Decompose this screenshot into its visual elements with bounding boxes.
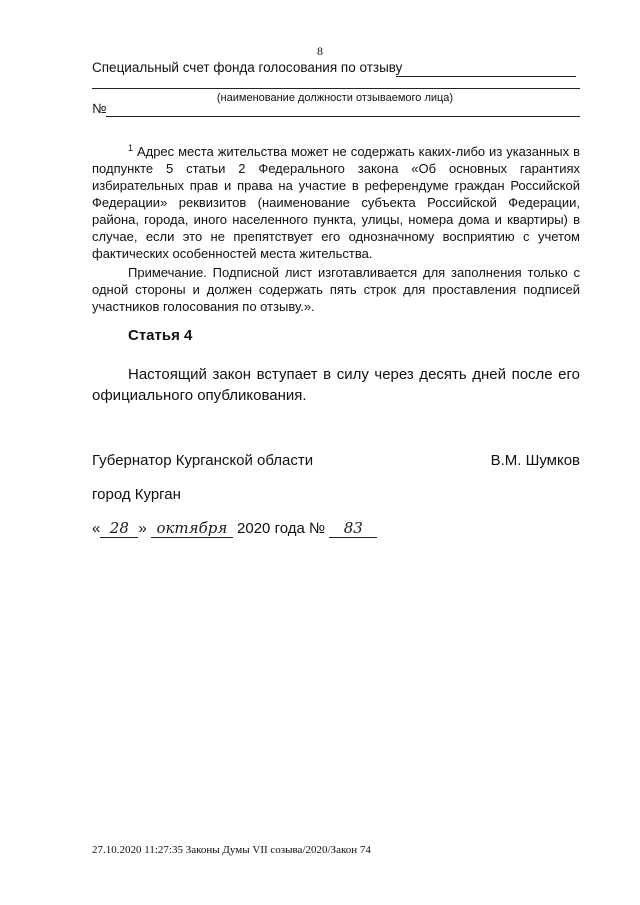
fund-fill-line — [396, 76, 576, 77]
position-caption: (наименование должности отзываемого лица) — [216, 92, 454, 104]
law-number-handwritten: 83 — [329, 520, 377, 538]
signing-city: город Курган — [92, 486, 181, 503]
signer-name: В.М. Шумков — [490, 452, 580, 469]
position-fill-line — [92, 88, 580, 89]
date-year-text: 2020 года № — [237, 520, 326, 537]
note-paragraph: Примечание. Подписной лист изготавливается для заполнения только с одной стороны и должен содержать пять строк для проставления подписей участников голосования по отзыву.». — [92, 265, 580, 314]
signer-position: Губернатор Курганской области — [92, 452, 314, 469]
date-close-quote: » — [138, 520, 147, 537]
number-fill-line — [106, 116, 580, 117]
footnote-text: Адрес места жительства может не содержать каких-либо из указанных в подпункте 5 статьи 2 Федерального закона «Об основных гарантиях избирательных прав и права на участие в референдуме граждан Российской Федерации» реквизитов (наименование субъекта Российской Федерации, района, города, иного населенного пункта, улицы, номера дома и квартиры) в случае, если это не препятствует его однозначному восприятию с учетом фактических особенностей места жительства. — [92, 144, 580, 261]
signing-date — [92, 520, 377, 538]
date-open-quote: « — [92, 520, 101, 537]
fund-label: Специальный счет фонда голосования по отзыву — [92, 60, 403, 75]
page-number: 8 — [317, 44, 323, 58]
article-title: Статья 4 — [128, 327, 193, 344]
footnote — [92, 140, 580, 262]
number-sign: № — [92, 101, 107, 116]
date-month-handwritten: октября — [151, 520, 233, 538]
footnote-marker: 1 — [128, 143, 134, 153]
document-footer: 27.10.2020 11:27:35 Законы Думы VII созыва/2020/Закон 74 — [92, 844, 371, 856]
article-text: Настоящий закон вступает в силу через десять дней после его официального опубликования. — [92, 366, 580, 404]
date-day-handwritten: 28 — [100, 520, 138, 538]
